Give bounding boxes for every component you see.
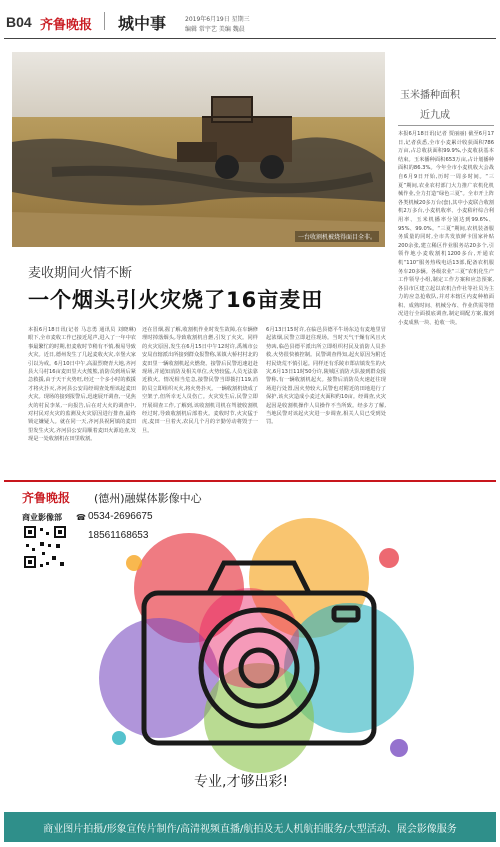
sidebar-body: 本报6月18日讯(记者 贾丽丽) 截至6月17日,记者获悉,全市小麦累计收获面积786万亩,占总收获面积99.9%,小麦收获基本结束。玉米播种面积653万亩,占计划播种面积的86.3%。今年全市小麦机收大会战自6月9日开始,历时一周多时间。“三夏”期间,农业农村部门大力推广农机化机械作业,全力打造“绿色三夏”。全市开上阵各类机械20多万台(套),其中小麦联合收割机2万多台,小麦机收率、小麦秸秆综合利用率、玉米机播率分别达到99.6%、95%、99.0%。“三夏”期间,农机装备服务质量的同时,全市共发放鲜卡国家补贴200余张,建立稀区作业服务站20多个,引领作地小麦收割机1200多台,开通农机“110”服务热线电话13部,配备农机服务车20多辆。各级农业“三夏”农机化生产工作领导小组,制定工作方案和应急预案,各县市区建立起以农机合作社等社员为主力的应急抢收队,并对本辖区内麦种植面积、成熟时间、机械分布、作业供需等情况进行全面摸底调查,制定调配方案,做到小麦成熟一块、抢收一块。 bbox=[398, 131, 494, 327]
article-column-3: 6月13日15时许,在临邑县德平牛场东边有麦地里冒起浓烟,民警立即赶往现场。当时天气干燥有风且火势凶,临邑县德平派出所立即组织村民及消防人员扑救,火势很快被控制。民警调查得知,起火原因为附近村民烧荒不慎引起。同样还有乐陵市郑店镇发生的火灾,6月13日11时50分许,陵城区消防大队接到群众报警称,有一辆收割机起火。接警后消防员火速赶往现场进行处置,因火势较大,民警也对附近的田地进行了保护,该火灾造成小麦过火面积约10亩。经调查,火灾起因是收割机操作人员操作不当所致。经多方了解,当地民警对该起火灾进一步调查,相关人员已受到处罚。 bbox=[266, 327, 386, 426]
article-column-1: 本报6月18日讯(记者 马志勇 通讯员 刘晓琳) 眼下,全市麦收工作已接近尾声,进入了一年中农事最繁忙的时期,但麦收时节稍有不慎,极易导致火灾。近日,德州发生了几起麦收火灾,幸堡大家引以为戒。6月10日中午,高温烈晓青大地,齐河县大马村16亩麦田里大火熊熊,消防员到场后紧急救援,由于天干火势旺,经过一个多小时的救援才将火扑灭,齐河县公安局经调查处理该起麦田火灾。现场的接到报警后,迅速展开调查,一见焦火的村民李某,一向报告,后在对大火的调查中,对村民对火灾的监测及火灾原因进行排查,最终锁定嫌疑人。就在同一天,齐河县祝阿镇的麦田里发生火灾,齐河县公安局顺着麦田火源追查,发现是一处收割机在田里收割。 bbox=[28, 327, 136, 443]
page-header bbox=[0, 0, 500, 40]
ad-phone-1: 0534-2696675 bbox=[88, 511, 153, 522]
article-subhead: 麦收期间火情不断 bbox=[28, 266, 133, 281]
sidebar-rule bbox=[398, 125, 494, 126]
editor-line: 编辑 常宇艺 美编 魏晨 bbox=[185, 26, 245, 33]
ad-center-name: (德州)融媒体影像中心 bbox=[94, 492, 202, 505]
article-column-2: 还在冒烟,握了解,收割机作业时发生故障,在车辆修理时掉落烟头,导致收割机自燃,引发了火灾。同样的火灾原因,发生在6月15日中午12时许,禹城市公安局直辖派出所接到群众报警称,某镇大桥村村北的麦田里一辆收割机起火燃烧。接警后民警迅速赶赴现场,并通知消防及相关单位,火势较猛,人员无法靠近救火。情况相当危急,接警民警当即拨打119,消防员立即组织灭火,将火势扑灭。一辆收割机烧成了空架子,但所幸无人员伤亡。火灾发生后,民警立即开展调查工作,了解到,该收割机司机在驾驶收割机经过时,导致收割机后部着火。麦收时节,火灾猛于虎,麦田一旦着火,农民几个月的辛勤劳动将毁于一旦。 bbox=[142, 327, 258, 434]
camera-splash-illustration bbox=[99, 518, 419, 783]
ad-newspaper-logo: 齐鲁晚报 bbox=[22, 491, 71, 505]
ad-phone-2: 18561168653 bbox=[88, 530, 149, 541]
harvester-photo bbox=[12, 52, 385, 247]
header-rule bbox=[4, 38, 496, 39]
section-title: 城中事 bbox=[118, 14, 167, 33]
ad-services-text: 商业图片拍摄/形象宣传片制作/高清视频直播/航拍及无人机航拍服务/大型活动、展会影像服务 bbox=[43, 823, 457, 835]
sidebar-title-line2: 近九成 bbox=[420, 110, 450, 121]
page-number: B04 bbox=[6, 14, 32, 30]
header-divider bbox=[104, 12, 105, 30]
advertisement bbox=[4, 480, 496, 842]
qr-code-icon bbox=[22, 524, 68, 570]
photo-caption: 一台收割机被烧得面目全非。 bbox=[295, 231, 379, 242]
newspaper-logo: 齐鲁晚报 bbox=[40, 18, 93, 33]
article-headline: 一个烟头引火灾烧了16亩麦田 bbox=[28, 288, 324, 312]
ad-services-banner bbox=[4, 812, 496, 842]
date-line: 2019年6月19日 星期三 bbox=[185, 16, 250, 23]
ad-department: 商业影像部 bbox=[22, 513, 62, 522]
phone-icon: ☎ bbox=[76, 513, 86, 522]
burnt-field-image bbox=[12, 52, 385, 247]
ad-slogan: 专业,才够出彩! bbox=[194, 774, 289, 790]
sidebar-title-line1: 玉米播种面积 bbox=[400, 90, 460, 101]
